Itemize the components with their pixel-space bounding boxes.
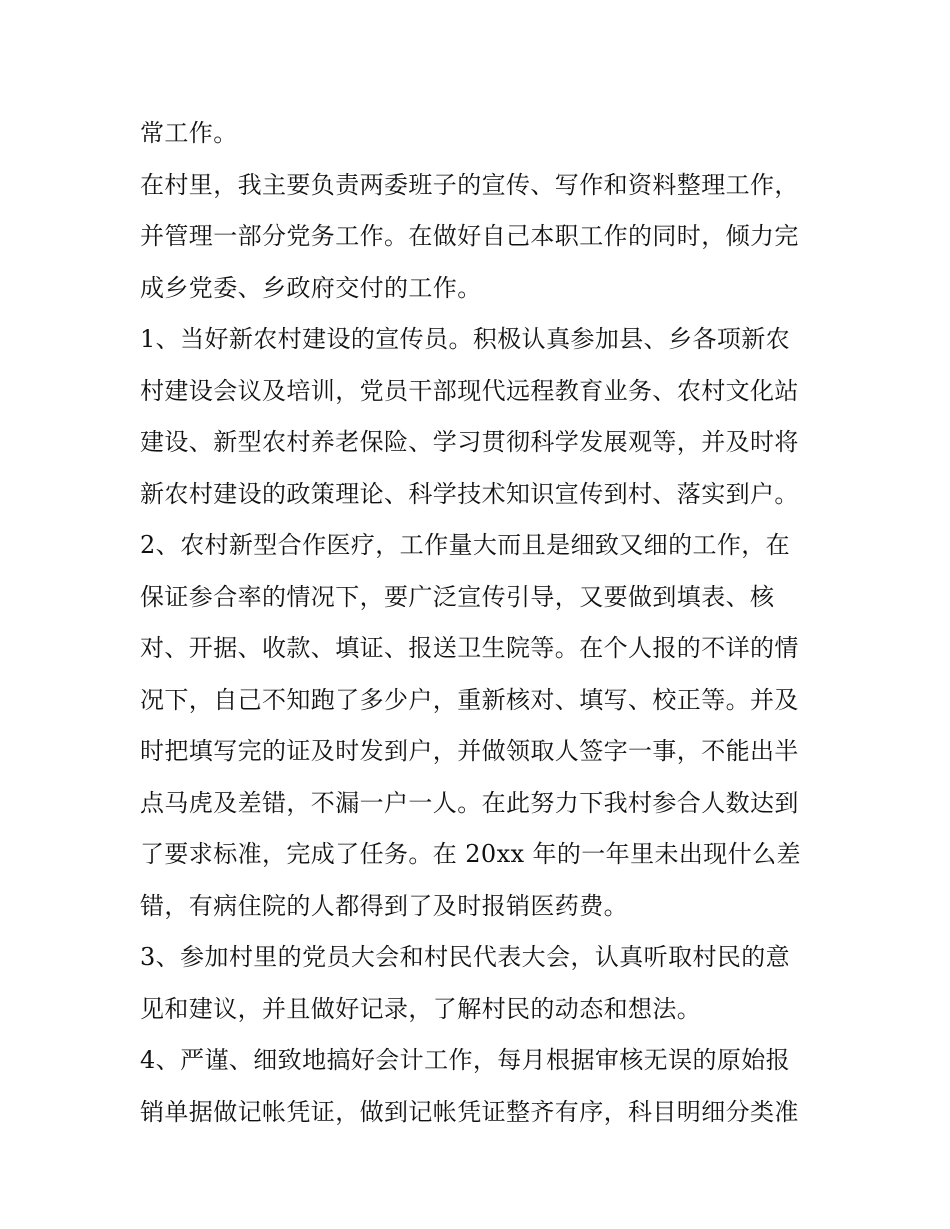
text-line: 保证参合率的情况下，要广泛宣传引导，又要做到填表、核 [140, 582, 775, 611]
document-body [140, 108, 812, 1138]
text-line: 并管理一部分党务工作。在做好自己本职工作的同时，倾力完 [140, 222, 799, 250]
text-line: 在村里，我主要负责两委班子的宣传、写作和资料整理工作， [140, 170, 799, 199]
text-line: 1、当好新农村建设的宣传员。积极认真参加县、乡各项新农 [140, 325, 791, 353]
text-line: 2、农村新型合作医疗，工作量大而且是细致又细的工作，在 [140, 531, 791, 559]
text-line: 了要求标准，完成了任务。在 20xx 年的一年里未出现什么差 [140, 840, 801, 868]
text-line: 4、严谨、细致地搞好会计工作，每月根据审核无误的原始报 [140, 1046, 791, 1074]
text-line: 常工作。 [140, 119, 238, 147]
text-line: 新农村建设的政策理论、科学技术知识宣传到村、落实到户。 [140, 479, 799, 508]
text-line: 见和建议，并且做好记录，了解村民的动态和想法。 [140, 994, 702, 1023]
text-line: 况下，自己不知跑了多少户，重新核对、填写、校正等。并及 [140, 685, 799, 714]
text-line: 3、参加村里的党员大会和村民代表大会，认真听取村民的意 [140, 943, 791, 971]
text-line: 错，有病住院的人都得到了及时报销医药费。 [140, 891, 628, 920]
text-line: 销单据做记帐凭证，做到记帐凭证整齐有序，科目明细分类准 [140, 1097, 799, 1126]
text-line: 时把填写完的证及时发到户，并做领取人签字一事，不能出半 [140, 737, 799, 765]
text-line: 对、开据、收款、填证、报送卫生院等。在个人报的不详的情 [140, 634, 799, 662]
text-line: 村建设会议及培训，党员干部现代远程教育业务、农村文化站 [140, 376, 799, 405]
text-line: 点马虎及差错，不漏一户一人。在此努力下我村参合人数达到 [140, 788, 799, 817]
text-line: 成乡党委、乡政府交付的工作。 [140, 273, 482, 302]
text-line: 建设、新型农村养老保险、学习贯彻科学发展观等，并及时将 [140, 428, 799, 456]
